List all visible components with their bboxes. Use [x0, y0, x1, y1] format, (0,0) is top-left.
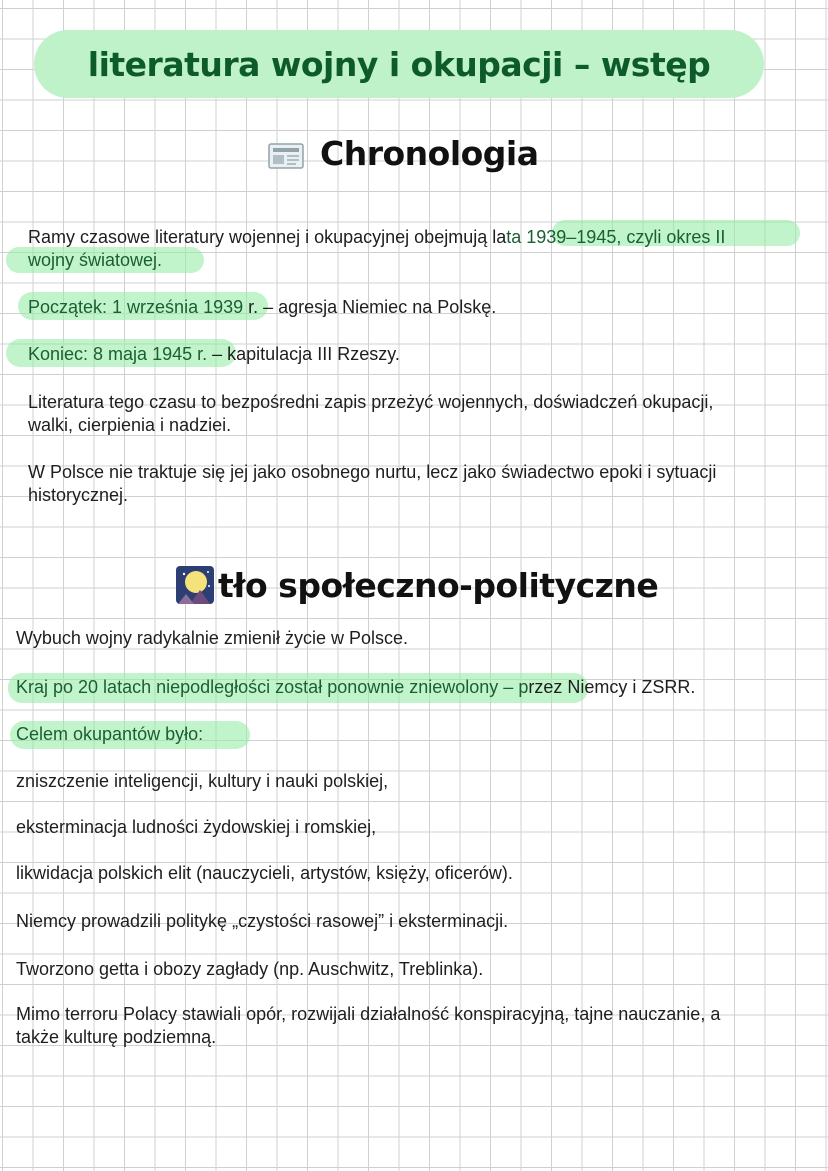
background-paragraph-3: Celem okupantów było: — [16, 724, 204, 744]
background-paragraph-2: Kraj po 20 latach niepodległości został ponownie zniewolony – przez Niemcy i ZSRR. — [16, 677, 696, 697]
section-heading-background-text: tło społeczno-polityczne — [218, 565, 659, 605]
chronology-paragraph-4: Literatura tego czasu to bezpośredni zapis przeżyć wojennych, doświadczeń okupacji, walki, cierpienia i nadziei. — [28, 392, 714, 435]
page-title: literatura wojny i okupacji – wstęp — [87, 44, 711, 84]
section-heading-chronology — [268, 130, 539, 176]
chronology-start: Początek: 1 września 1939 r. – agresja Niemiec na Polskę. — [28, 297, 497, 317]
newspaper-icon — [268, 139, 304, 167]
chronology-end: Koniec: 8 maja 1945 r. – kapitulacja III Rzeszy. — [28, 344, 400, 364]
section-heading-background — [176, 562, 658, 608]
background-paragraph-6: Mimo terroru Polacy stawiali opór, rozwijali działalność konspiracyjną, tajne nauczanie, a także kulturę podziemną. — [16, 1004, 721, 1047]
chronology-paragraph-1: Ramy czasowe literatury wojennej i okupacyjnej obejmują lata 1939–1945, czyli okres II wojny światowej. — [28, 227, 726, 270]
list-item: likwidacja polskich elit (nauczycieli, artystów, księży, oficerów). — [16, 863, 513, 883]
chronology-paragraph-5: W Polsce nie traktuje się jej jako osobnego nurtu, lecz jako świadectwo epoki i sytuacji historycznej. — [28, 462, 717, 505]
background-paragraph-5: Tworzono getta i obozy zagłady (np. Auschwitz, Treblinka). — [16, 959, 484, 979]
night-moon-icon — [176, 566, 214, 604]
background-paragraph-4: Niemcy prowadzili politykę „czystości rasowej” i eksterminacji. — [16, 911, 509, 931]
list-item: eksterminacja ludności żydowskiej i romskiej, — [16, 817, 377, 837]
background-paragraph-1: Wybuch wojny radykalnie zmienił życie w Polsce. — [16, 628, 408, 648]
list-item: zniszczenie inteligencji, kultury i nauki polskiej, — [16, 771, 389, 791]
section-heading-chronology-text: Chronologia — [320, 133, 539, 173]
